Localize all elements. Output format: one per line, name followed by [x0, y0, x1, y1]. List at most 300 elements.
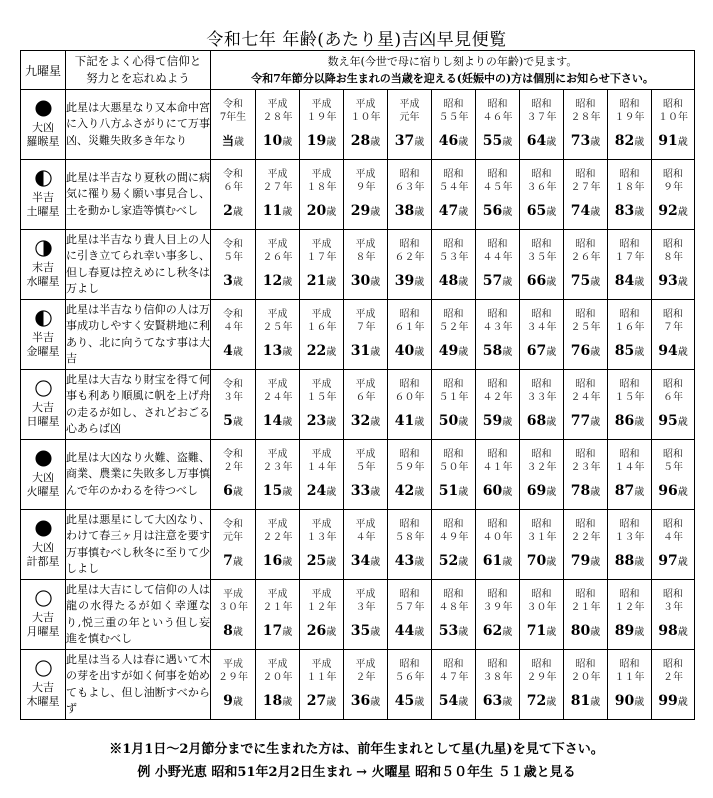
age-cell	[476, 440, 520, 510]
era-name: 昭和	[531, 519, 552, 530]
age-cell	[256, 440, 300, 510]
age-suffix: 歳	[546, 137, 557, 148]
birth-year: ４４年	[482, 252, 513, 263]
age-suffix: 歳	[502, 697, 513, 708]
age-number: 14	[262, 413, 283, 429]
age-cell	[520, 440, 564, 510]
age-suffix: 歳	[370, 277, 381, 288]
age-suffix: 歳	[634, 207, 645, 218]
star-cell	[21, 650, 66, 720]
age-cell	[608, 440, 652, 510]
age-suffix: 歳	[370, 207, 381, 218]
age-suffix: 歳	[502, 347, 513, 358]
age-suffix: 歳	[677, 557, 688, 568]
age-value	[388, 343, 431, 361]
age-value	[652, 623, 694, 641]
header-star-column: 九曜星	[21, 51, 66, 90]
age-number: 38	[394, 203, 415, 219]
age-cell	[608, 370, 652, 440]
age-cell	[608, 510, 652, 580]
age-value	[300, 623, 343, 641]
star-name: 水曜星	[26, 275, 60, 288]
age-cell	[300, 90, 344, 160]
age-number: 7	[223, 553, 233, 569]
era-name: 昭和	[531, 449, 552, 460]
age-value	[211, 483, 255, 501]
age-cell	[388, 440, 432, 510]
age-suffix: 歳	[370, 697, 381, 708]
age-suffix: 歳	[414, 627, 425, 638]
age-number: 3	[223, 273, 233, 289]
age-number: 22	[306, 343, 327, 359]
age-value	[256, 413, 299, 431]
era-name: 昭和	[663, 449, 683, 460]
age-cell	[300, 230, 344, 300]
age-number: 41	[394, 413, 415, 429]
age-number: 10	[262, 133, 283, 149]
age-cell	[211, 90, 256, 160]
page-title: 令和七年 年齢(あたり星)吉凶早見便覧	[206, 30, 507, 50]
age-value	[520, 623, 563, 641]
age-number: 85	[614, 343, 635, 359]
age-value	[300, 483, 343, 501]
birth-year: １７年	[614, 252, 645, 263]
era-name: 昭和	[575, 169, 596, 180]
birth-year: １４年	[306, 462, 337, 473]
era-name: 昭和	[399, 379, 420, 390]
birth-year: ３年	[355, 602, 376, 613]
age-value	[256, 483, 299, 501]
age-value	[520, 413, 563, 431]
birth-year: 元年	[399, 112, 420, 123]
age-number: 37	[394, 133, 415, 149]
era-name: 昭和	[531, 239, 552, 250]
age-number: 68	[526, 413, 547, 429]
era-name: 令和	[223, 239, 243, 250]
age-cell	[476, 650, 520, 720]
age-cell	[256, 580, 300, 650]
age-number: 78	[570, 483, 591, 499]
age-number: 73	[570, 133, 591, 149]
birth-year: ３７年	[526, 112, 557, 123]
age-cell	[300, 160, 344, 230]
age-number: 60	[482, 483, 503, 499]
age-suffix: 歳	[677, 487, 688, 498]
star-row	[21, 370, 695, 440]
age-suffix: 歳	[677, 137, 688, 148]
age-suffix: 歳	[414, 347, 425, 358]
era-name: 平成	[267, 379, 288, 390]
age-number: 40	[394, 343, 415, 359]
age-number: 15	[262, 483, 283, 499]
age-suffix: 歳	[370, 417, 381, 428]
age-value	[608, 693, 651, 711]
age-value	[344, 133, 387, 151]
footnote-line2: 例 小野光恵 昭和51年2月2日生まれ → 火曜星 昭和５０年生 ５１歳と見る	[137, 765, 576, 780]
age-number: 87	[614, 483, 635, 499]
era-name: 平成	[311, 169, 332, 180]
star-description: 此星は大悪星なり又本命中宮に入り八方ふさがりにて万事凶、災難失敗多き年なり	[66, 90, 211, 160]
era-name: 昭和	[399, 589, 420, 600]
era-name: 昭和	[619, 659, 640, 670]
age-cell	[652, 230, 695, 300]
age-number: 29	[350, 203, 371, 219]
birth-year: １０年	[350, 112, 381, 123]
age-cell	[564, 370, 608, 440]
age-value	[476, 273, 519, 291]
age-value	[476, 553, 519, 571]
era-name: 昭和	[487, 589, 508, 600]
era-name: 令和	[223, 309, 243, 320]
era-name: 昭和	[531, 169, 552, 180]
age-cell	[344, 160, 388, 230]
era-name: 昭和	[487, 449, 508, 460]
age-value	[344, 553, 387, 571]
age-value	[388, 133, 431, 151]
birth-year: ３６年	[526, 182, 557, 193]
age-number: 52	[438, 553, 459, 569]
age-number: 71	[526, 623, 547, 639]
age-suffix: 歳	[282, 207, 293, 218]
era-name: 平成	[267, 239, 288, 250]
age-number: 80	[570, 623, 591, 639]
era-name: 平成	[311, 659, 332, 670]
star-description: 此星は大吉なり財宝を得て何事も利あり順風に帆を上げ舟の走るが如し、されどおごる心あらば凶	[66, 370, 211, 440]
fortune-label: 半吉	[32, 331, 54, 344]
birth-year: ５年	[355, 462, 376, 473]
age-suffix: 歳	[370, 627, 381, 638]
age-value	[432, 693, 475, 711]
age-value	[211, 203, 255, 221]
era-name: 昭和	[443, 309, 464, 320]
age-number: 36	[350, 693, 371, 709]
age-suffix: 歳	[590, 137, 601, 148]
age-cell	[388, 650, 432, 720]
star-description: 此星は半吉なり信仰の人は万事成功しやすく安賢耕地に利あり、北に向うてなす事は大吉	[66, 300, 211, 370]
age-number: 53	[438, 623, 459, 639]
age-suffix: 歳	[502, 277, 513, 288]
age-number: 42	[394, 483, 415, 499]
age-value	[520, 133, 563, 151]
age-suffix: 歳	[414, 137, 425, 148]
era-name: 昭和	[619, 379, 640, 390]
age-number: 33	[350, 483, 371, 499]
age-suffix: 歳	[232, 487, 243, 498]
era-name: 昭和	[575, 379, 596, 390]
birth-year: ２６年	[570, 252, 601, 263]
era-name: 昭和	[443, 589, 464, 600]
age-number: 81	[570, 693, 591, 709]
age-suffix: 歳	[590, 417, 601, 428]
age-value	[652, 693, 694, 711]
age-suffix: 歳	[414, 277, 425, 288]
star-name: 計都星	[26, 555, 60, 568]
age-value	[652, 483, 694, 501]
age-suffix: 歳	[502, 207, 513, 218]
age-value	[564, 693, 607, 711]
age-value	[564, 203, 607, 221]
age-cell	[608, 90, 652, 160]
star-cell	[21, 580, 66, 650]
age-cell	[256, 510, 300, 580]
birth-year: ３５年	[526, 252, 557, 263]
age-cell	[300, 370, 344, 440]
age-suffix: 歳	[502, 557, 513, 568]
header-age-note	[211, 51, 695, 90]
star-name: 日曜星	[26, 415, 60, 428]
age-cell	[652, 370, 695, 440]
age-value	[476, 203, 519, 221]
era-name: 平成	[267, 99, 288, 110]
age-cell	[388, 300, 432, 370]
age-number: 34	[350, 553, 371, 569]
age-cell	[388, 370, 432, 440]
age-cell	[211, 510, 256, 580]
age-number: 47	[438, 203, 459, 219]
age-number: 79	[570, 553, 591, 569]
age-cell	[300, 440, 344, 510]
age-value	[300, 553, 343, 571]
fortune-label: 大凶	[32, 541, 54, 554]
era-name: 令和	[223, 169, 243, 180]
age-value	[564, 553, 607, 571]
age-number: 74	[570, 203, 591, 219]
era-name: 昭和	[663, 589, 683, 600]
age-value	[300, 133, 343, 151]
birth-year: ５１年	[438, 392, 469, 403]
fortune-label: 大凶	[32, 471, 54, 484]
era-name: 昭和	[399, 659, 420, 670]
age-suffix: 歳	[546, 347, 557, 358]
age-suffix: 歳	[546, 417, 557, 428]
star-description: 此星は半吉なり夏秋の間に病気に罹り易く願い事見合し、土を動かし家造等慎むべし	[66, 160, 211, 230]
age-value	[211, 553, 255, 571]
age-suffix: 歳	[546, 277, 557, 288]
age-number: 2	[223, 203, 233, 219]
age-cell	[564, 510, 608, 580]
age-number: 49	[438, 343, 459, 359]
era-name: 昭和	[443, 519, 464, 530]
age-number: 59	[482, 413, 503, 429]
age-suffix: 歳	[232, 347, 243, 358]
birth-year: ３８年	[482, 672, 513, 683]
age-number: 90	[614, 693, 635, 709]
age-number: 50	[438, 413, 459, 429]
age-cell	[388, 580, 432, 650]
age-number: 6	[223, 483, 233, 499]
age-suffix: 歳	[634, 417, 645, 428]
birth-year: ５８年	[394, 532, 425, 543]
age-suffix: 歳	[282, 627, 293, 638]
age-number: 21	[306, 273, 327, 289]
birth-year: 7年生	[219, 112, 247, 123]
age-value	[520, 483, 563, 501]
age-suffix: 歳	[370, 137, 381, 148]
age-number: 76	[570, 343, 591, 359]
birth-year: ４１年	[482, 462, 513, 473]
birth-year: ２８年	[262, 112, 293, 123]
star-cell	[21, 160, 66, 230]
age-suffix: 歳	[677, 697, 688, 708]
age-suffix: 歳	[282, 697, 293, 708]
age-number: 56	[482, 203, 503, 219]
age-suffix: 歳	[414, 487, 425, 498]
age-number: 24	[306, 483, 327, 499]
age-suffix: 歳	[282, 277, 293, 288]
birth-year: ２２年	[262, 532, 293, 543]
fortune-label: 大凶	[32, 121, 54, 134]
star-cell	[21, 300, 66, 370]
birth-year: ２７年	[262, 182, 293, 193]
birth-year: ４３年	[482, 322, 513, 333]
birth-year: １８年	[306, 182, 337, 193]
age-suffix: 歳	[458, 417, 469, 428]
age-number: 70	[526, 553, 547, 569]
era-name: 昭和	[531, 99, 552, 110]
age-cell	[520, 230, 564, 300]
birth-year: ２２年	[570, 532, 601, 543]
age-cell	[608, 300, 652, 370]
star-name: 金曜星	[26, 345, 60, 358]
age-value	[256, 343, 299, 361]
age-number: 95	[658, 413, 678, 429]
birth-year: ６１年	[394, 322, 425, 333]
age-number: 5	[223, 413, 233, 429]
header-warning	[66, 51, 211, 90]
star-name: 木曜星	[26, 695, 60, 708]
age-cell	[432, 650, 476, 720]
era-name: 昭和	[487, 169, 508, 180]
age-value	[256, 273, 299, 291]
age-value	[211, 693, 255, 711]
age-cell	[211, 370, 256, 440]
star-name: 月曜星	[26, 625, 60, 638]
birth-year: ３年	[223, 392, 243, 403]
age-suffix: 歳	[414, 557, 425, 568]
age-number: 19	[306, 133, 327, 149]
era-name: 平成	[355, 99, 376, 110]
birth-year: ２０年	[570, 672, 601, 683]
age-cell	[432, 370, 476, 440]
birth-year: ３９年	[482, 602, 513, 613]
era-name: 昭和	[619, 309, 640, 320]
age-value	[300, 273, 343, 291]
era-name: 昭和	[663, 379, 683, 390]
age-value	[344, 623, 387, 641]
age-number: 86	[614, 413, 635, 429]
birth-year: ８年	[355, 252, 376, 263]
age-value	[520, 203, 563, 221]
era-name: 令和	[223, 449, 243, 460]
age-value	[476, 133, 519, 151]
age-cell	[344, 230, 388, 300]
age-value	[608, 413, 651, 431]
age-value	[564, 413, 607, 431]
era-name: 昭和	[531, 309, 552, 320]
age-number: 91	[658, 133, 678, 149]
age-value	[388, 413, 431, 431]
era-name: 昭和	[619, 239, 640, 250]
age-number: 64	[526, 133, 547, 149]
birth-year: ２４年	[262, 392, 293, 403]
age-cell	[476, 300, 520, 370]
era-name: 昭和	[575, 99, 596, 110]
era-name: 昭和	[619, 519, 640, 530]
age-cell	[344, 650, 388, 720]
birth-year: ４年	[663, 532, 683, 543]
age-number: 92	[658, 203, 678, 219]
star-cell	[21, 90, 66, 160]
age-number: 61	[482, 553, 503, 569]
age-suffix: 歳	[634, 557, 645, 568]
age-suffix: 歳	[232, 417, 243, 428]
age-number: 18	[262, 693, 283, 709]
era-name: 昭和	[399, 169, 420, 180]
fortune-label: 大吉	[32, 681, 54, 694]
age-value	[564, 623, 607, 641]
age-number: 63	[482, 693, 503, 709]
era-name: 昭和	[575, 449, 596, 460]
birth-year: ４５年	[482, 182, 513, 193]
birth-year: １１年	[306, 672, 337, 683]
birth-year: １８年	[614, 182, 645, 193]
birth-year: ６２年	[394, 252, 425, 263]
star-description: 此星は当る人は春に遇いて木の芽を出すが如く何事を始めてもよし、但し油断すべからず	[66, 650, 211, 720]
fortune-label: 半吉	[32, 191, 54, 204]
era-name: 平成	[267, 449, 288, 460]
age-suffix: 歳	[590, 347, 601, 358]
age-cell	[388, 160, 432, 230]
filled-circle-icon	[21, 520, 65, 537]
birth-year: ２３年	[262, 462, 293, 473]
age-suffix: 歳	[590, 697, 601, 708]
age-value	[608, 203, 651, 221]
age-suffix: 歳	[232, 627, 243, 638]
birth-year: ２９年	[526, 672, 557, 683]
era-name: 昭和	[531, 659, 552, 670]
age-value	[432, 413, 475, 431]
age-number: 23	[306, 413, 327, 429]
birth-year: ５２年	[438, 322, 469, 333]
star-description: 此星は半吉なり貴人目上の人に引き立てられ幸い事多し、但し春夏は控えめにし秋冬は万よし	[66, 230, 211, 300]
age-number: 99	[658, 693, 678, 709]
age-cell	[344, 370, 388, 440]
age-suffix: 歳	[634, 137, 645, 148]
birth-year: ３３年	[526, 392, 557, 403]
birth-year: ２９年	[218, 672, 248, 683]
age-value	[652, 273, 694, 291]
era-name: 昭和	[663, 99, 683, 110]
age-suffix: 歳	[502, 137, 513, 148]
age-cell	[520, 580, 564, 650]
age-suffix: 歳	[326, 697, 337, 708]
star-name: 火曜星	[26, 485, 60, 498]
header-age-line2: 令和7年節分以降お生まれの当歳を迎える(妊娠中の)方は個別にお知らせ下さい。	[251, 72, 654, 85]
age-value	[432, 343, 475, 361]
birth-year: ４年	[355, 532, 376, 543]
era-name: 平成	[311, 379, 332, 390]
era-name: 昭和	[663, 169, 683, 180]
age-suffix: 歳	[414, 697, 425, 708]
age-cell	[652, 510, 695, 580]
age-suffix: 歳	[458, 347, 469, 358]
age-number: 31	[350, 343, 371, 359]
age-suffix: 歳	[414, 207, 425, 218]
age-value	[520, 273, 563, 291]
age-cell	[344, 580, 388, 650]
birth-year: ７年	[355, 322, 376, 333]
age-number: 58	[482, 343, 503, 359]
